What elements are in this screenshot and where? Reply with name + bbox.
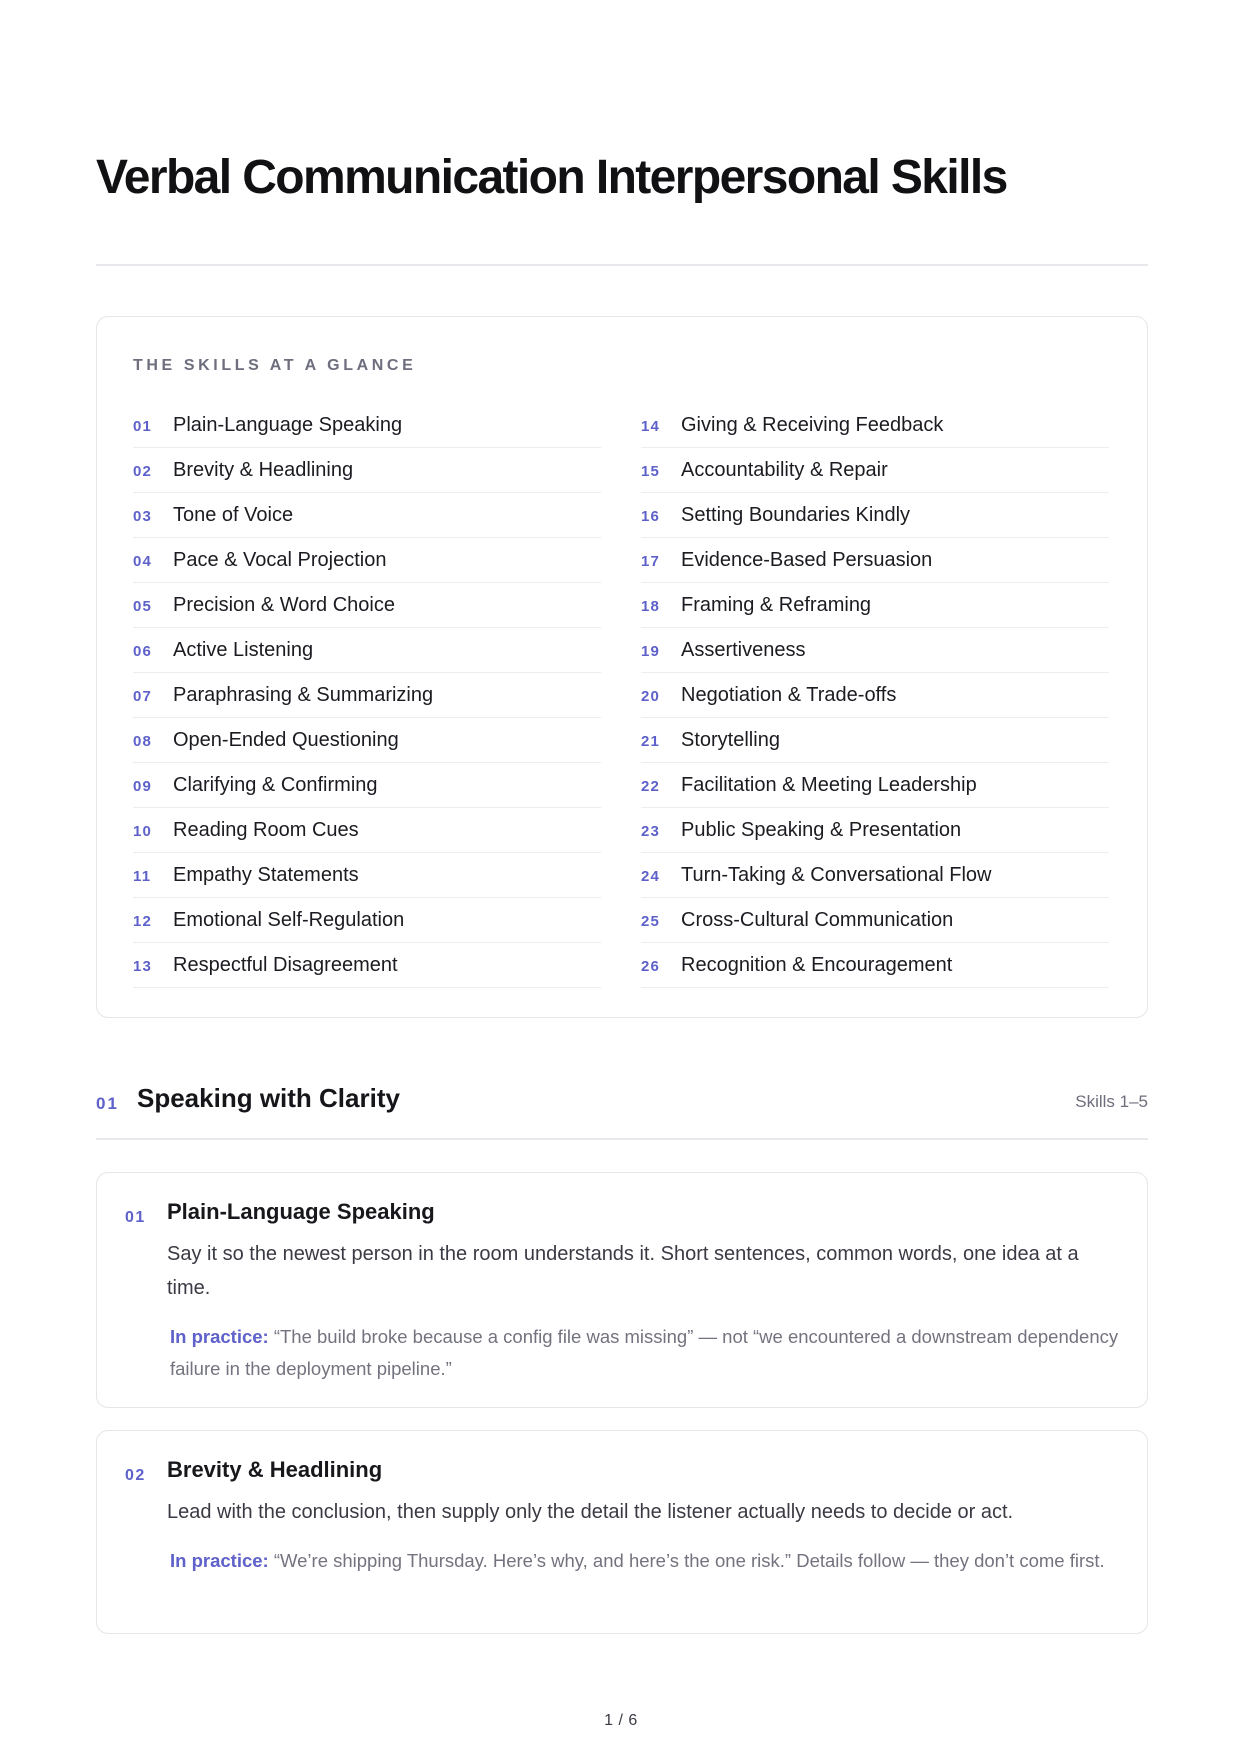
section-skill-range: Skills 1–5 [1075, 1092, 1148, 1111]
skill-title: Plain-Language Speaking [167, 1199, 435, 1224]
overview-item-number: 14 [641, 418, 661, 435]
skill-practice-example [170, 1545, 1128, 1577]
overview-item-label: Turn-Taking & Conversational Flow [681, 863, 992, 886]
overview-item [133, 448, 601, 493]
overview-item-label: Active Listening [173, 638, 314, 661]
section-title: Speaking with Clarity [137, 1083, 400, 1113]
overview-item [641, 628, 1109, 673]
overview-item-label: Cross-Cultural Communication [681, 908, 954, 931]
skill-number: 01 [125, 1209, 146, 1226]
section-header [96, 1080, 1148, 1140]
overview-item-label: Respectful Disagreement [173, 953, 398, 976]
overview-item-label: Facilitation & Meeting Leadership [681, 773, 977, 796]
overview-item-number: 15 [641, 463, 661, 480]
overview-item-number: 13 [133, 958, 153, 975]
overview-item-number: 04 [133, 553, 153, 570]
overview-item [133, 493, 601, 538]
overview-item-label: Assertiveness [681, 638, 806, 661]
overview-item-number: 23 [641, 823, 661, 840]
overview-item-number: 01 [133, 418, 153, 435]
overview-item-label: Public Speaking & Presentation [681, 818, 962, 841]
practice-text: “We’re shipping Thursday. Here’s why, and here’s the one risk.” Details follow — they don’t come first. [273, 1550, 1105, 1571]
page-indicator: 1 / 6 [604, 1712, 638, 1729]
overview-item-label: Clarifying & Confirming [173, 773, 378, 796]
overview-item-label: Empathy Statements [173, 863, 359, 886]
overview-item [641, 763, 1109, 808]
overview-column-left [133, 403, 601, 988]
overview-item-label: Emotional Self-Regulation [173, 908, 405, 931]
skill-practice-example [170, 1321, 1128, 1385]
overview-item-number: 17 [641, 553, 661, 570]
overview-item [133, 583, 601, 628]
overview-item [133, 403, 601, 448]
skill-number: 02 [125, 1467, 146, 1484]
section-divider [96, 1138, 1148, 1140]
section-number: 01 [96, 1094, 119, 1113]
overview-item-label: Paraphrasing & Summarizing [173, 683, 434, 706]
overview-item-label: Precision & Word Choice [173, 593, 395, 616]
page-title: Verbal Communication Interpersonal Skills [96, 151, 1007, 204]
overview-item-number: 18 [641, 598, 661, 615]
practice-label: In practice: [170, 1326, 269, 1347]
skill-card [96, 1430, 1148, 1634]
overview-item-label: Reading Room Cues [173, 818, 359, 841]
overview-item-label: Recognition & Encouragement [681, 953, 953, 976]
overview-item [133, 808, 601, 853]
overview-item [641, 718, 1109, 763]
overview-item-number: 09 [133, 778, 153, 795]
overview-item [641, 898, 1109, 943]
overview-item [641, 808, 1109, 853]
overview-item-label: Brevity & Headlining [173, 458, 354, 481]
overview-item-label: Open-Ended Questioning [173, 728, 399, 751]
overview-item-label: Accountability & Repair [681, 458, 888, 481]
overview-item-number: 26 [641, 958, 661, 975]
overview-item-label: Evidence-Based Persuasion [681, 548, 933, 571]
overview-item-number: 10 [133, 823, 153, 840]
overview-item-label: Storytelling [681, 728, 780, 751]
overview-item-label: Setting Boundaries Kindly [681, 503, 911, 526]
overview-item-number: 20 [641, 688, 661, 705]
overview-item [641, 448, 1109, 493]
overview-item [133, 943, 601, 988]
overview-item-number: 12 [133, 913, 153, 930]
practice-text: “The build broke because a config file was missing” — not “we encountered a downstream dependency failure in the deployment pipeline.” [170, 1326, 1119, 1379]
skill-description: Say it so the newest person in the room understands it. Short sentences, common words, one idea at a time. [167, 1243, 1079, 1299]
overview-item-number: 11 [133, 868, 152, 885]
skills-overview-card [96, 316, 1148, 1018]
overview-item [133, 898, 601, 943]
overview-item-number: 06 [133, 643, 153, 660]
skill-title: Brevity & Headlining [167, 1457, 383, 1482]
overview-item-label: Giving & Receiving Feedback [681, 413, 944, 436]
overview-item-number: 21 [641, 733, 661, 750]
overview-item-number: 03 [133, 508, 153, 525]
overview-item [133, 763, 601, 808]
overview-item [133, 628, 601, 673]
overview-item-label: Framing & Reframing [681, 593, 872, 616]
overview-item [641, 583, 1109, 628]
overview-item-number: 22 [641, 778, 661, 795]
overview-item [133, 718, 601, 763]
overview-item [641, 403, 1109, 448]
overview-item [641, 493, 1109, 538]
overview-item-number: 25 [641, 913, 661, 930]
overview-item [133, 673, 601, 718]
overview-item [641, 538, 1109, 583]
overview-item-label: Tone of Voice [173, 503, 294, 526]
overview-heading: THE SKILLS AT A GLANCE [133, 357, 417, 374]
overview-item-number: 08 [133, 733, 153, 750]
skill-description: Lead with the conclusion, then supply only the detail the listener actually needs to decide or act. [167, 1501, 1014, 1523]
overview-item-label: Negotiation & Trade-offs [681, 683, 897, 706]
practice-label: In practice: [170, 1550, 269, 1571]
overview-item [641, 673, 1109, 718]
overview-item [641, 853, 1109, 898]
overview-column-right [641, 403, 1109, 988]
overview-item [133, 853, 601, 898]
overview-item-label: Pace & Vocal Projection [173, 548, 387, 571]
overview-item-number: 02 [133, 463, 153, 480]
overview-item-number: 16 [641, 508, 661, 525]
overview-item-number: 07 [133, 688, 153, 705]
overview-item [641, 943, 1109, 988]
overview-item [133, 538, 601, 583]
overview-item-number: 05 [133, 598, 153, 615]
skill-card [96, 1172, 1148, 1408]
title-divider [96, 264, 1148, 266]
overview-item-number: 19 [641, 643, 661, 660]
overview-item-label: Plain-Language Speaking [173, 413, 403, 436]
overview-item-number: 24 [641, 868, 661, 885]
